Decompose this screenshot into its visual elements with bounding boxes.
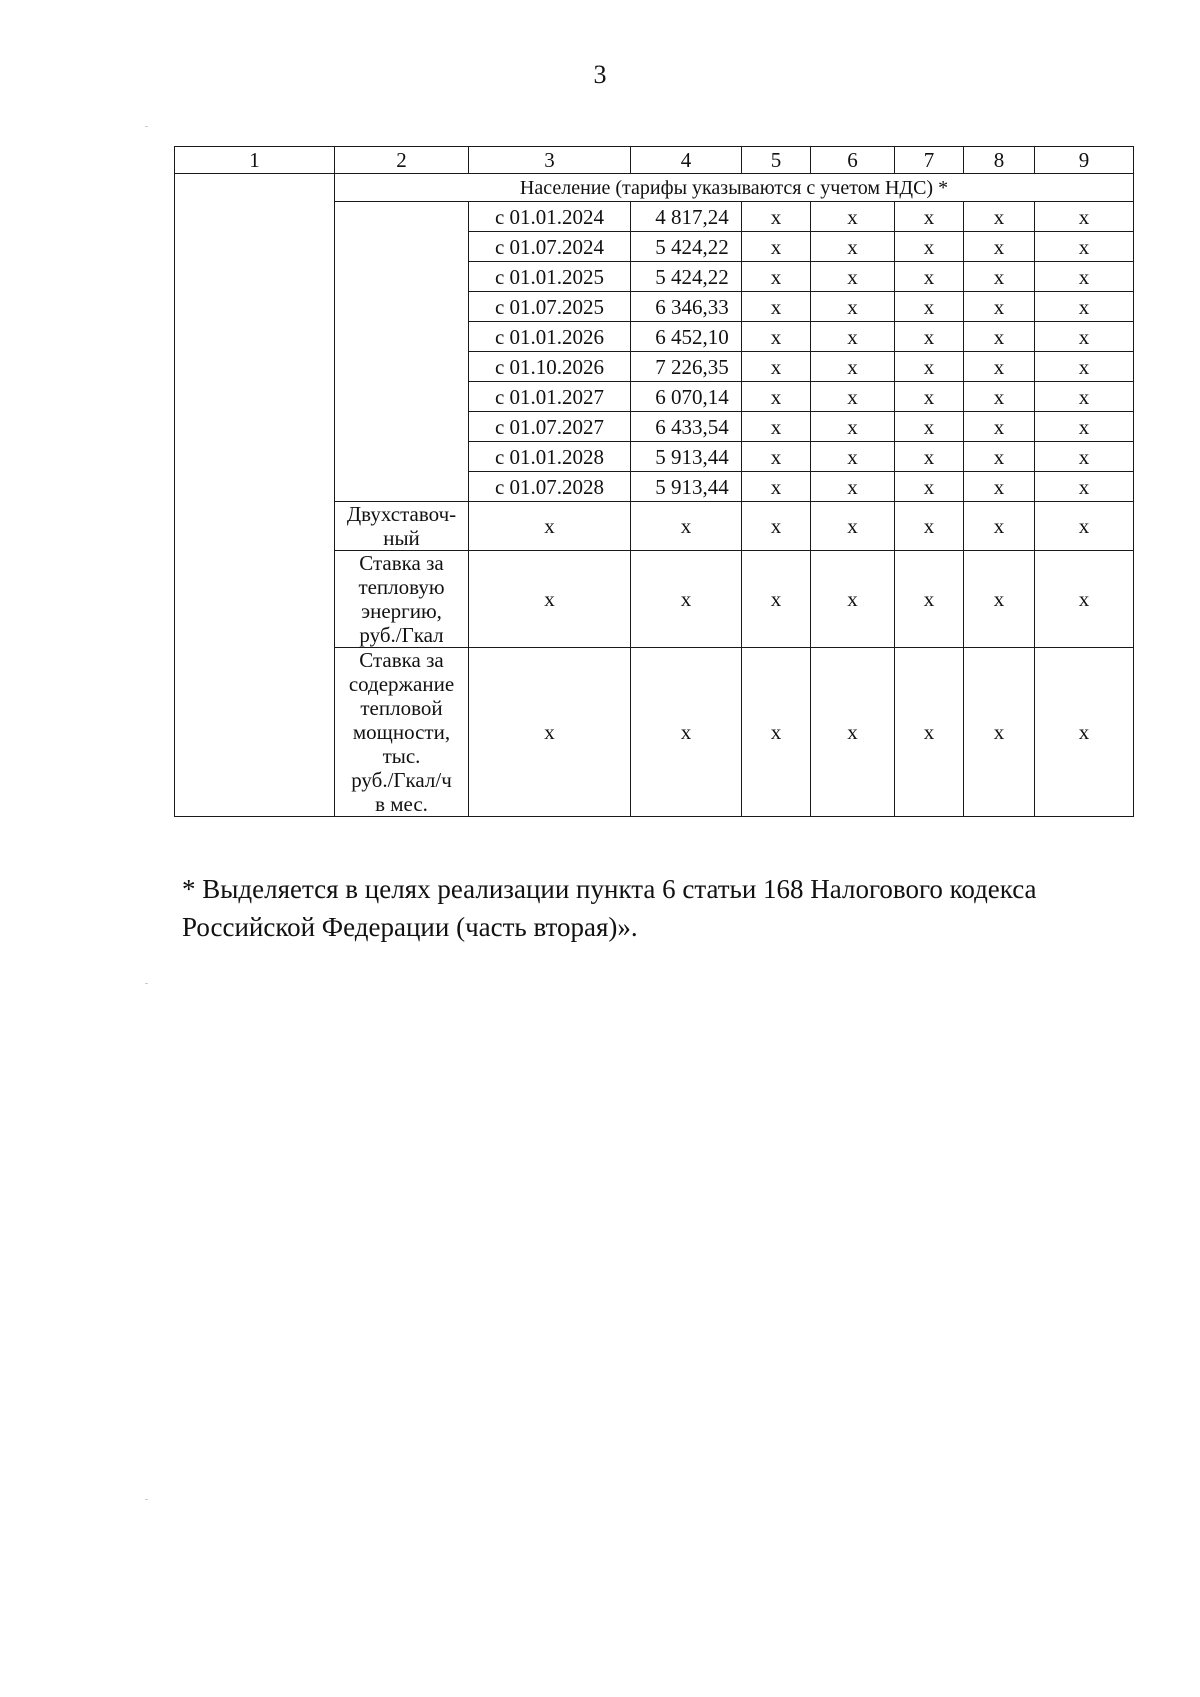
period-date: с 01.07.2024: [469, 232, 631, 262]
not-applicable-mark: x: [742, 232, 811, 262]
tariff-value: 5 913,44: [631, 472, 742, 502]
tariff-table: [174, 146, 1134, 817]
header-cell: 2: [335, 147, 469, 174]
tariff-value: 5 424,22: [631, 232, 742, 262]
rate-row-label: [335, 551, 469, 648]
period-date: с 01.01.2024: [469, 202, 631, 232]
not-applicable-mark: x: [895, 382, 964, 412]
not-applicable-mark: x: [1035, 442, 1134, 472]
not-applicable-mark: x: [895, 292, 964, 322]
not-applicable-mark: x: [742, 412, 811, 442]
period-date: с 01.01.2028: [469, 442, 631, 472]
page-number: 3: [593, 60, 607, 89]
not-applicable-mark: x: [1035, 202, 1134, 232]
tariff-value: 5 913,44: [631, 442, 742, 472]
not-applicable-mark: x: [964, 502, 1035, 551]
period-date: с 01.01.2027: [469, 382, 631, 412]
not-applicable-mark: x: [742, 262, 811, 292]
not-applicable-mark: x: [1035, 412, 1134, 442]
tariff-value: 7 226,35: [631, 352, 742, 382]
not-applicable-mark: x: [811, 502, 895, 551]
not-applicable-mark: x: [742, 442, 811, 472]
not-applicable-mark: x: [964, 412, 1035, 442]
not-applicable-mark: x: [964, 442, 1035, 472]
group-title: Население (тарифы указываются с учетом НДС) *: [335, 174, 1134, 202]
not-applicable-mark: x: [964, 232, 1035, 262]
header-cell: 9: [1035, 147, 1134, 174]
not-applicable-mark: x: [1035, 322, 1134, 352]
rate-row-label-line: содержание: [348, 672, 455, 696]
rate-row-label-line: тепловой: [360, 696, 443, 720]
not-applicable-mark: x: [742, 551, 811, 648]
period-date: с 01.07.2025: [469, 292, 631, 322]
rate-row-label: [335, 648, 469, 817]
not-applicable-mark: x: [811, 202, 895, 232]
not-applicable-mark: x: [811, 648, 895, 817]
not-applicable-mark: x: [469, 551, 631, 648]
header-cell: 7: [895, 147, 964, 174]
header-cell: 3: [469, 147, 631, 174]
not-applicable-mark: x: [895, 322, 964, 352]
tariff-value: 6 070,14: [631, 382, 742, 412]
period-date: с 01.01.2025: [469, 262, 631, 292]
not-applicable-mark: x: [1035, 502, 1134, 551]
rate-row-label-line: руб./Гкал/ч: [351, 768, 452, 792]
not-applicable-mark: x: [469, 648, 631, 817]
not-applicable-mark: x: [811, 352, 895, 382]
not-applicable-mark: x: [964, 292, 1035, 322]
not-applicable-mark: x: [631, 551, 742, 648]
not-applicable-mark: x: [811, 472, 895, 502]
rate-row-label-line: тыс.: [382, 744, 421, 768]
not-applicable-mark: x: [895, 551, 964, 648]
rate-row-label-line: Ставка за: [359, 648, 444, 672]
not-applicable-mark: x: [811, 262, 895, 292]
rate-row-label-line: мощности,: [352, 720, 451, 744]
not-applicable-mark: x: [1035, 472, 1134, 502]
not-applicable-mark: x: [811, 232, 895, 262]
not-applicable-mark: x: [469, 502, 631, 551]
not-applicable-mark: x: [631, 502, 742, 551]
empty-cell: [335, 202, 469, 502]
not-applicable-mark: x: [742, 502, 811, 551]
period-date: с 01.01.2026: [469, 322, 631, 352]
not-applicable-mark: x: [895, 472, 964, 502]
group-title-row: [175, 174, 1134, 202]
not-applicable-mark: x: [742, 648, 811, 817]
not-applicable-mark: x: [1035, 648, 1134, 817]
header-cell: 6: [811, 147, 895, 174]
not-applicable-mark: x: [895, 352, 964, 382]
margin-mark: [145, 126, 148, 127]
not-applicable-mark: x: [742, 382, 811, 412]
footnote-line: Российской Федерации (часть вторая)».: [182, 912, 638, 942]
not-applicable-mark: x: [1035, 262, 1134, 292]
not-applicable-mark: x: [1035, 551, 1134, 648]
not-applicable-mark: x: [895, 232, 964, 262]
header-cell: 5: [742, 147, 811, 174]
header-cell: 8: [964, 147, 1035, 174]
header-row: [175, 147, 1134, 174]
not-applicable-mark: x: [811, 292, 895, 322]
rate-row-label-line: руб./Гкал: [359, 623, 444, 647]
not-applicable-mark: x: [964, 551, 1035, 648]
rate-row-label-line: в мес.: [375, 792, 428, 816]
not-applicable-mark: x: [631, 648, 742, 817]
margin-mark: [145, 983, 148, 984]
tariff-value: 4 817,24: [631, 202, 742, 232]
tariff-value: 6 452,10: [631, 322, 742, 352]
not-applicable-mark: x: [811, 551, 895, 648]
header-cell: 4: [631, 147, 742, 174]
footnote-line: * Выделяется в целях реализации пункта 6 статьи 168 Налогового кодекса: [182, 874, 1037, 904]
not-applicable-mark: x: [742, 472, 811, 502]
rate-row-label: [335, 502, 469, 551]
rate-row-label-line: ный: [383, 526, 420, 550]
not-applicable-mark: x: [895, 262, 964, 292]
not-applicable-mark: x: [964, 648, 1035, 817]
not-applicable-mark: x: [895, 502, 964, 551]
not-applicable-mark: x: [811, 442, 895, 472]
not-applicable-mark: x: [811, 412, 895, 442]
tariff-value: 6 433,54: [631, 412, 742, 442]
not-applicable-mark: x: [964, 352, 1035, 382]
not-applicable-mark: x: [964, 322, 1035, 352]
not-applicable-mark: x: [895, 648, 964, 817]
not-applicable-mark: x: [1035, 232, 1134, 262]
not-applicable-mark: x: [895, 412, 964, 442]
not-applicable-mark: x: [1035, 352, 1134, 382]
tariff-value: 6 346,33: [631, 292, 742, 322]
not-applicable-mark: x: [1035, 382, 1134, 412]
not-applicable-mark: x: [895, 442, 964, 472]
period-date: с 01.10.2026: [469, 352, 631, 382]
not-applicable-mark: x: [964, 262, 1035, 292]
not-applicable-mark: x: [964, 382, 1035, 412]
not-applicable-mark: x: [811, 382, 895, 412]
not-applicable-mark: x: [964, 202, 1035, 232]
margin-mark: [145, 1499, 148, 1500]
not-applicable-mark: x: [742, 352, 811, 382]
not-applicable-mark: x: [811, 322, 895, 352]
empty-cell: [175, 174, 335, 817]
rate-row-label-line: Двухставоч-: [346, 502, 457, 526]
rate-row-label-line: тепловую: [358, 575, 445, 599]
not-applicable-mark: x: [742, 202, 811, 232]
not-applicable-mark: x: [742, 322, 811, 352]
period-date: с 01.07.2028: [469, 472, 631, 502]
rate-row-label-line: энергию,: [361, 599, 442, 623]
footnote: [182, 870, 1142, 946]
not-applicable-mark: x: [895, 202, 964, 232]
period-date: с 01.07.2027: [469, 412, 631, 442]
header-cell: 1: [175, 147, 335, 174]
tariff-value: 5 424,22: [631, 262, 742, 292]
not-applicable-mark: x: [964, 472, 1035, 502]
rate-row-label-line: Ставка за: [359, 551, 444, 575]
not-applicable-mark: x: [1035, 292, 1134, 322]
not-applicable-mark: x: [742, 292, 811, 322]
